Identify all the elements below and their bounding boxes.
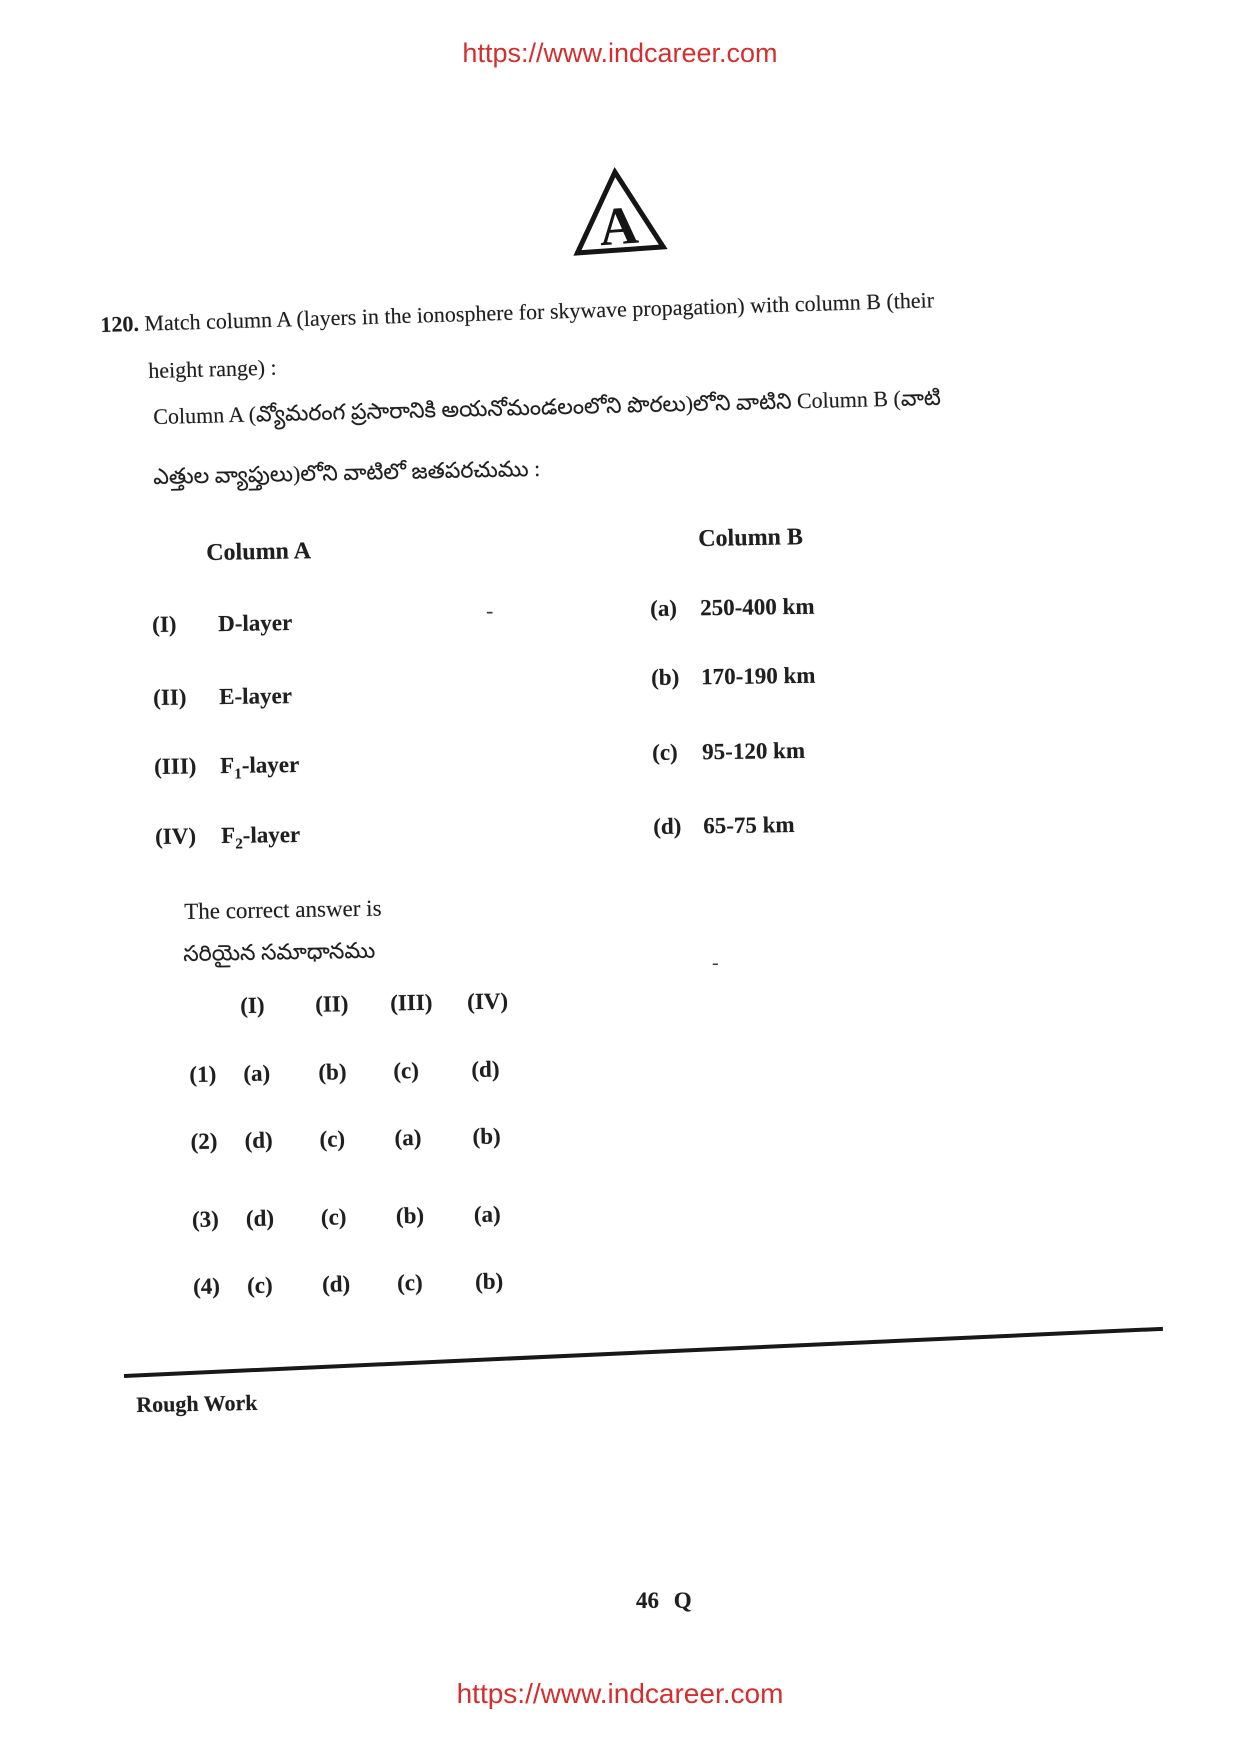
options-header-cell: (III)	[389, 989, 433, 1016]
item-label: (II)	[153, 684, 187, 710]
column-b-list	[650, 592, 974, 876]
column-b-item	[653, 812, 795, 840]
option-row-3	[192, 1197, 753, 1241]
layer-subscript: 1	[234, 766, 242, 783]
item-label: (c)	[652, 739, 678, 765]
column-a-list	[152, 608, 476, 872]
option-cell: (b)	[395, 1202, 425, 1229]
option-row-2	[190, 1119, 751, 1163]
options-header-cell: (I)	[239, 992, 265, 1019]
item-label: (III)	[153, 753, 197, 779]
option-cell: (a)	[473, 1201, 501, 1228]
item-label: (b)	[650, 664, 680, 690]
item-text	[220, 821, 301, 853]
rough-work-divider	[124, 1327, 1163, 1378]
set-code-logo	[564, 161, 671, 273]
question-line-2-telugu: ఎత్తుల వ్యాప్తులు)లోని వాటిలో జతపరచుము :	[153, 455, 541, 489]
column-a-item	[153, 683, 292, 711]
option-cell: (a)	[394, 1124, 422, 1151]
option-cell: (c)	[319, 1126, 346, 1152]
column-b-item	[652, 738, 805, 766]
option-cell: (c)	[393, 1057, 420, 1084]
option-cell: (b)	[474, 1268, 504, 1295]
answer-prompt-telugu: సరియైన సమాధానము	[183, 937, 376, 966]
item-text: 250-400 km	[699, 593, 815, 621]
options-header-row	[188, 984, 749, 1028]
item-text: 170-190 km	[700, 662, 816, 690]
item-text: 65-75 km	[703, 812, 795, 839]
options-header-cell: (II)	[314, 991, 349, 1017]
option-number: (1)	[189, 1061, 217, 1087]
option-cell: (d)	[471, 1056, 500, 1083]
column-a-item	[154, 752, 299, 785]
options-table	[188, 984, 774, 1324]
column-a-heading: Column A	[206, 538, 312, 566]
footer-url[interactable]: https://www.indcareer.com	[456, 1678, 784, 1709]
option-cell: (c)	[246, 1272, 273, 1299]
item-label: (a)	[650, 595, 678, 621]
item-text: 95-120 km	[702, 737, 806, 765]
question-line-2: height range) :	[148, 354, 277, 383]
column-a-item	[152, 610, 292, 638]
answer-prompt-en: The correct answer is	[184, 895, 382, 924]
layer-subscript: 2	[235, 836, 243, 853]
option-number: (2)	[190, 1128, 218, 1154]
option-cell: (c)	[396, 1269, 423, 1296]
column-a-item	[155, 822, 300, 855]
question-line-1-telugu: Column A (వ్యోమరంగ ప్రసారానికి అయనోమండలంలోని పొరలు)లోని వాటిని Column B (వాటి	[153, 384, 942, 429]
option-cell: (b)	[318, 1059, 347, 1085]
layer-base: F	[220, 822, 236, 849]
option-number: (4)	[192, 1273, 221, 1299]
item-text: E-layer	[219, 683, 293, 710]
page-number: 46 Q	[636, 1588, 692, 1613]
item-label: (IV)	[154, 823, 197, 849]
rough-work-label: Rough Work	[136, 1389, 258, 1417]
question-line-1	[100, 287, 934, 338]
set-code-letter: A	[597, 194, 641, 258]
item-text	[219, 751, 300, 783]
scan-artifact-dash: -	[712, 952, 719, 974]
header-url[interactable]: https://www.indcareer.com	[462, 38, 778, 68]
layer-suffix: -layer	[241, 751, 300, 778]
question-text-en: Match column A (layers in the ionosphere for skywave propagation) with column B (their	[143, 287, 935, 336]
option-cell: (a)	[243, 1060, 271, 1087]
scan-artifact-dash: -	[486, 598, 494, 623]
options-header-cell: (IV)	[466, 988, 509, 1015]
option-cell: (d)	[321, 1271, 351, 1297]
option-cell: (d)	[244, 1127, 273, 1154]
option-cell: (d)	[245, 1205, 275, 1232]
item-label: (d)	[653, 813, 682, 839]
layer-base: F	[219, 752, 235, 779]
option-number: (3)	[191, 1206, 219, 1232]
option-cell: (b)	[472, 1123, 501, 1150]
column-b-heading: Column B	[698, 524, 804, 552]
column-b-item	[651, 663, 816, 691]
column-b-item	[650, 594, 815, 622]
layer-suffix: -layer	[242, 821, 301, 848]
item-text: D-layer	[217, 610, 293, 637]
triangle-icon	[564, 161, 671, 268]
option-row-1	[189, 1052, 750, 1096]
option-row-4	[193, 1264, 754, 1308]
item-label: (I)	[152, 611, 177, 637]
question-number: 120.	[100, 310, 140, 337]
option-cell: (c)	[320, 1204, 347, 1230]
